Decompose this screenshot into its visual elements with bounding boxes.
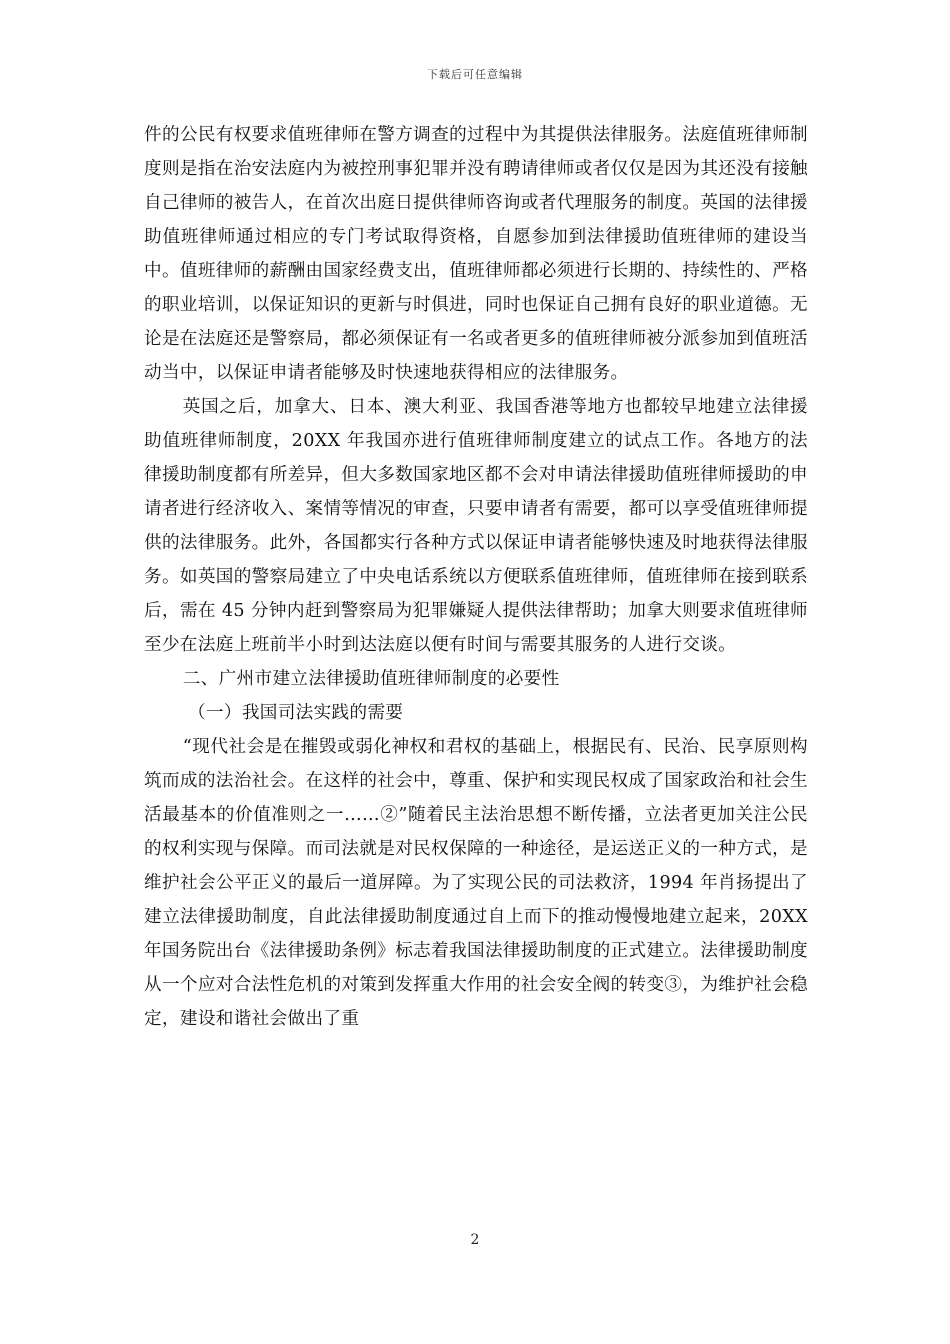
paragraph-continuation: 件的公民有权要求值班律师在警方调查的过程中为其提供法律服务。法庭值班律师制度则是指在治安法庭内为被控刑事犯罪并没有聘请律师或者仅仅是因为其还没有接触自己律师的被告人，在首次出庭日提供律师咨询或者代理服务的制度。英国的法律援助值班律师通过相应的专门考试取得资格，自愿参加到法律援助值班律师的建设当中。值班律师的薪酬由国家经费支出，值班律师都必须进行长期的、持续性的、严格的职业培训，以保证知识的更新与时俱进，同时也保证自己拥有良好的职业道德。无论是在法庭还是警察局，都必须保证有一名或者更多的值班律师被分派参加到值班活动当中，以保证申请者能够及时快速地获得相应的法律服务。: [144, 125, 808, 383]
page-number: 2: [470, 1232, 480, 1248]
section-heading: 二、广州市建立法律援助值班律师制度的必要性: [182, 669, 560, 689]
page-header: 下载后可任意编辑: [427, 68, 523, 81]
paragraph-quote: “现代社会是在摧毁或弱化神权和君权的基础上，根据民有、民治、民享原则构筑而成的法治社会。在这样的社会中，尊重、保护和实现民权成了国家政治和社会生活最基本的价值准则之一……②”随着民主法治思想不断传播，立法者更加关注公民的权利实现与保障。而司法就是对民权保障的一种途径，是运送正义的一种方式，是维护社会公平正义的最后一道屏障。为了实现公民的司法救济，1994 年肖扬提出了建立法律援助制度，自此法律援助制度通过自上而下的推动慢慢地建立起来，20XX 年国务院出台《法律援助条例》标志着我国法律援助制度的正式建立。法律援助制度从一个应对合法性危机的对策到发挥重大作用的社会安全阀的转变③，为维护社会稳定，建设和谐社会做出了重: [144, 737, 808, 1029]
subsection-heading: （一）我国司法实践的需要: [188, 703, 404, 723]
document-body: [144, 118, 808, 1036]
paragraph-countries: 英国之后，加拿大、日本、澳大利亚、我国香港等地方也都较早地建立法律援助值班律师制度，20XX 年我国亦进行值班律师制度建立的试点工作。各地方的法律援助制度都有所差异，但大多数国家地区都不会对申请法律援助值班律师援助的申请者进行经济收入、案情等情况的审查，只要申请者有需要，都可以享受值班律师提供的法律服务。此外，各国都实行各种方式以保证申请者能够快速及时地获得法律服务。如英国的警察局建立了中央电话系统以方便联系值班律师，值班律师在接到联系后，需在 45 分钟内赶到警察局为犯罪嫌疑人提供法律帮助；加拿大则要求值班律师至少在法庭上班前半小时到达法庭以便有时间与需要其服务的人进行交谈。: [144, 397, 808, 655]
